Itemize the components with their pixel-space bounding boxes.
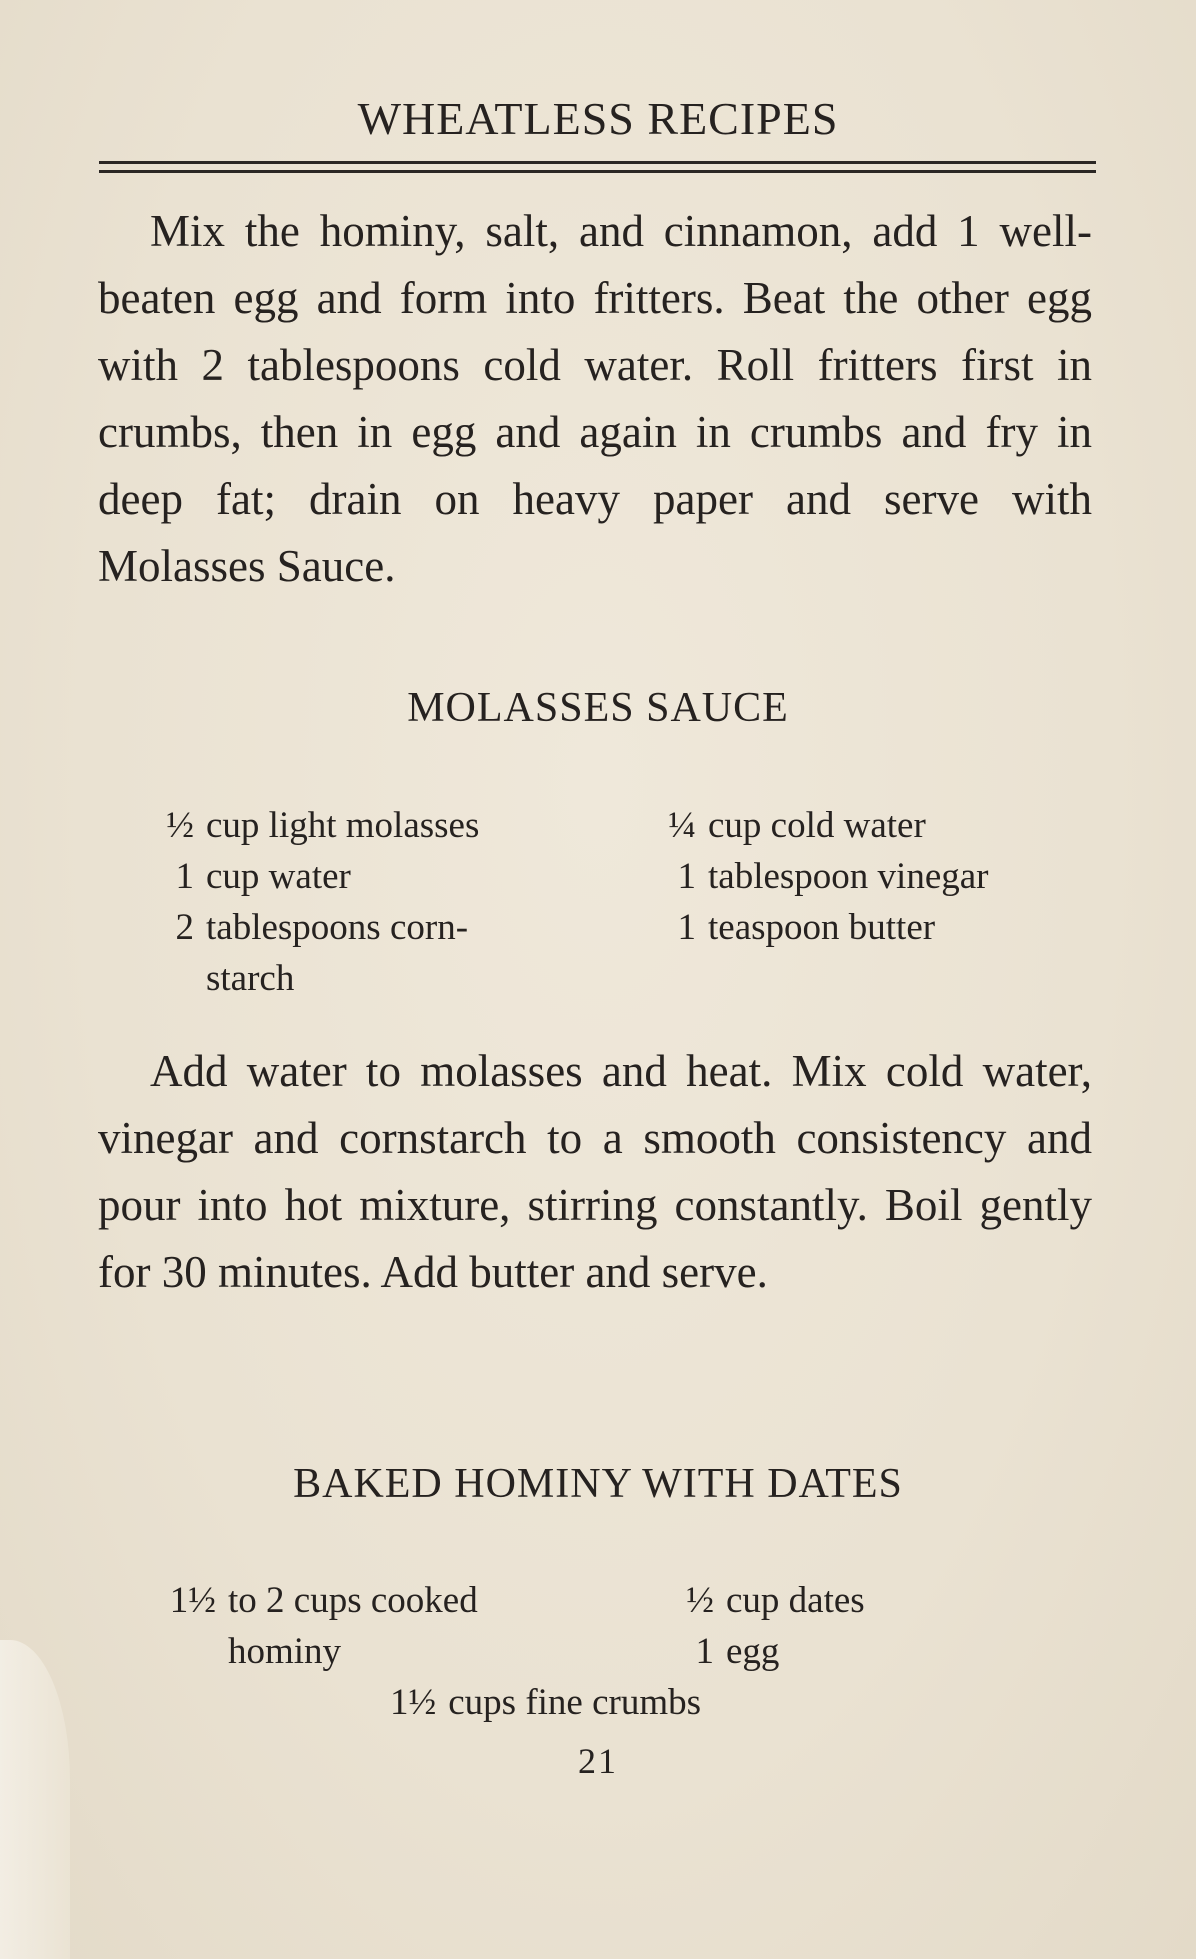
ingredient-line [640, 800, 1080, 851]
molasses-ingredients-right [640, 800, 1080, 953]
ingredient-qty: ½ [166, 805, 194, 846]
ingredient-qty: 1 [677, 907, 696, 948]
ingredient-line [660, 1575, 960, 1626]
fritters-method-paragraph: Mix the hominy, salt, and cinnamon, add 1 well-beaten egg and form into fritters. Beat the other egg with 2 tablespoons cold water. Roll fritters first in crumbs, then in egg and again in crumbs and fry in deep fat; drain on heavy paper and serve with Molasses Sauce. [98, 206, 1092, 591]
ingredient-item: cup water [206, 856, 351, 897]
ingredient-qty: 1 [695, 1631, 714, 1672]
ingredient-item: tablespoon vinegar [708, 856, 989, 897]
ingredient-item: cups fine crumbs [448, 1682, 702, 1723]
ingredient-qty: ½ [686, 1580, 714, 1621]
ingredient-line [140, 1575, 560, 1677]
ingredient-item: cup dates [726, 1580, 865, 1621]
ingredient-qty: ¼ [668, 805, 696, 846]
double-rule [99, 161, 1096, 173]
ingredient-line [140, 851, 580, 902]
molasses-sauce-title: MOLASSES SAUCE [407, 685, 789, 731]
ingredient-item: egg [726, 1631, 780, 1672]
ingredient-item: tablespoons corn-starch [206, 907, 469, 999]
page-number: 21 [578, 1741, 618, 1781]
molasses-ingredients-left [140, 800, 580, 1004]
ingredient-item: cup light molasses [206, 805, 480, 846]
hominy-ingredient-center [390, 1677, 701, 1728]
ingredient-item: teaspoon butter [708, 907, 936, 948]
ingredient-line [640, 851, 1080, 902]
ingredient-line [140, 902, 580, 1004]
ingredient-qty: 2 [175, 907, 194, 948]
ingredient-qty: 1½ [390, 1682, 437, 1723]
molasses-method-paragraph: Add water to molasses and heat. Mix cold water, vinegar and cornstarch to a smooth consistency and pour into hot mixture, stirring constantly. Boil gently for 30 minutes. Add butter and serve. [98, 1046, 1092, 1297]
ingredient-qty: 1 [175, 856, 194, 897]
ingredient-qty: 1½ [169, 1580, 216, 1621]
baked-hominy-title: BAKED HOMINY WITH DATES [293, 1461, 903, 1507]
ingredient-line [140, 800, 580, 851]
ingredient-line [640, 902, 1080, 953]
hominy-ingredients-left [140, 1575, 560, 1677]
running-head: WHEATLESS RECIPES [357, 93, 839, 144]
ingredient-line [660, 1626, 960, 1677]
hominy-ingredients-right [660, 1575, 960, 1677]
page-fold-shadow [0, 1640, 70, 1959]
ingredient-qty: 1 [677, 856, 696, 897]
ingredient-item: to 2 cups cooked hominy [228, 1580, 478, 1672]
ingredient-item: cup cold water [708, 805, 926, 846]
